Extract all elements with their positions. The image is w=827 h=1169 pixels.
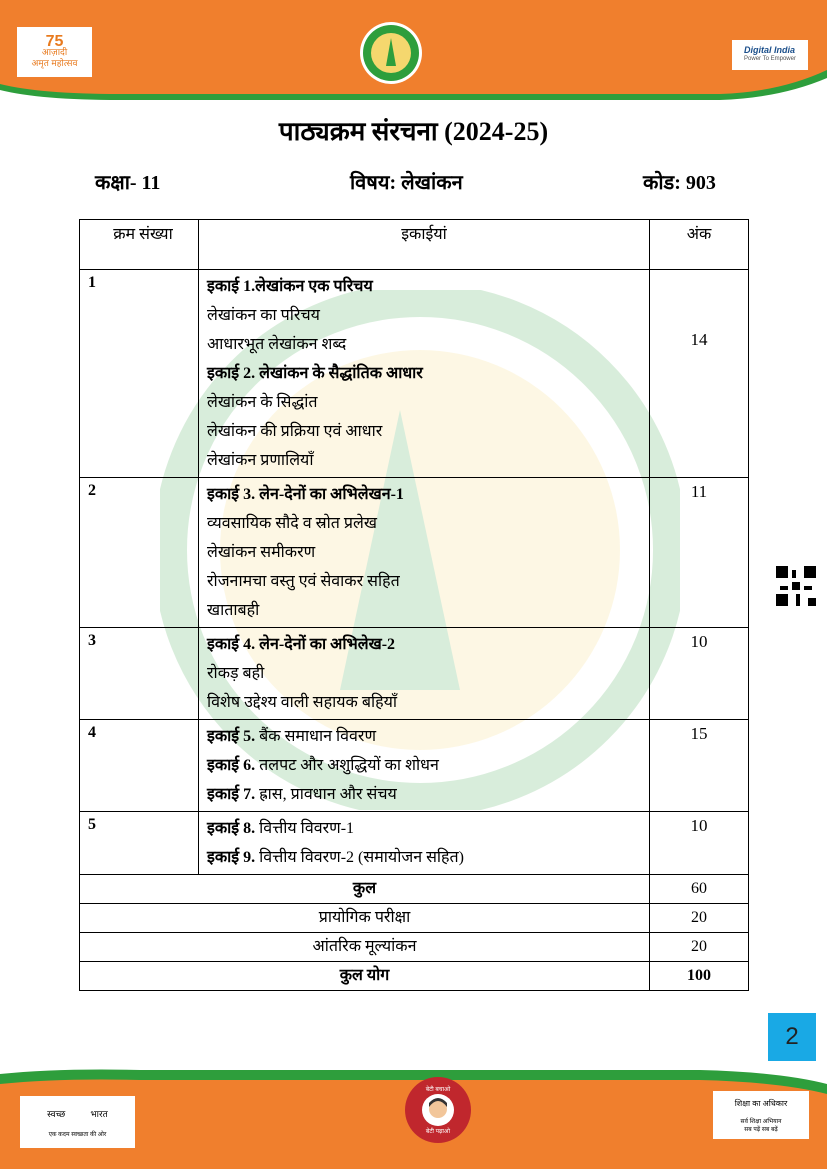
- unit-text: वित्तीय विवरण-1: [255, 820, 355, 837]
- digital-india-name: Digital India: [744, 45, 796, 55]
- swachh-line1: स्वच्छ: [47, 1108, 66, 1119]
- code-label: कोड: 903: [643, 172, 716, 194]
- total-label: प्रायोगिक परीक्षा: [80, 904, 650, 933]
- table-row: [80, 270, 749, 478]
- unit-line: इकाई 2. लेखांकन के सैद्धांतिक आधार: [207, 365, 423, 382]
- unit-line: लेखांकन प्रणालियाँ: [207, 452, 314, 469]
- unit-text: तलपट और अशुद्धियों का शोधन: [255, 757, 439, 774]
- total-value: 20: [650, 904, 749, 933]
- swachh-line2: भारत: [90, 1108, 108, 1119]
- total-row: [80, 904, 749, 933]
- beti-bachao-bottom: बेटी पढ़ाओ: [425, 1129, 451, 1135]
- page-title: पाठ्यक्रम संरचना (2024-25): [278, 117, 549, 146]
- total-row: [80, 875, 749, 904]
- marks-cell: 11: [650, 478, 749, 628]
- total-value: 100: [650, 962, 749, 991]
- units-cell: [199, 270, 650, 478]
- unit-line: लेखांकन की प्रक्रिया एवं आधार: [207, 423, 383, 440]
- unit-line: लेखांकन समीकरण: [207, 544, 316, 561]
- units-cell: [199, 720, 650, 812]
- rte-tagline: सब पढ़ें सब बढ़ें: [744, 1126, 778, 1133]
- serial-cell: 5: [80, 812, 199, 875]
- footer-band: [0, 1064, 827, 1169]
- girl-icon: [421, 1093, 455, 1127]
- header-serial: क्रम संख्या: [80, 220, 199, 270]
- subject-label: विषय: लेखांकन: [350, 172, 463, 194]
- page-number: 2: [768, 1013, 816, 1061]
- table-row: [80, 478, 749, 628]
- total-value: 60: [650, 875, 749, 904]
- unit-line: विशेष उद्देश्य वाली सहायक बहियाँ: [207, 694, 398, 711]
- board-emblem: [360, 22, 422, 84]
- board-emblem-icon: [360, 22, 422, 84]
- total-value: 20: [650, 933, 749, 962]
- unit-line: [199, 751, 649, 780]
- unit-line: इकाई 3. लेन-देनों का अभिलेखन-1: [207, 486, 404, 503]
- unit-label: इकाई 7.: [207, 786, 256, 803]
- total-label: कुल: [80, 875, 650, 904]
- qr-code-icon: [776, 566, 816, 606]
- beti-bachao-top: बेटी बचाओ: [425, 1087, 451, 1093]
- azadi-line1: आज़ादी: [41, 46, 68, 57]
- unit-line: रोजनामचा वस्तु एवं सेवाकर सहित: [207, 573, 400, 590]
- marks-cell: 10: [650, 812, 749, 875]
- header-marks: अंक: [650, 220, 749, 270]
- unit-line: [199, 780, 649, 809]
- unit-line: लेखांकन का परिचय: [207, 307, 320, 324]
- unit-text: ह्रास, प्रावधान और संचय: [255, 786, 397, 803]
- total-label: आंतरिक मूल्यांकन: [80, 933, 650, 962]
- marks-cell: 14: [650, 270, 749, 478]
- syllabus-table: [79, 219, 749, 991]
- class-label: कक्षा- 11: [95, 172, 161, 194]
- digital-india-logo: [732, 40, 808, 70]
- total-label: कुल योग: [80, 962, 650, 991]
- total-row: [80, 962, 749, 991]
- swachh-bharat-logo: [20, 1096, 135, 1148]
- total-row: [80, 933, 749, 962]
- table-header-row: [80, 220, 749, 270]
- unit-text: वित्तीय विवरण-2 (समायोजन सहित): [255, 849, 464, 866]
- swachh-tagline: एक कदम स्वच्छता की ओर: [48, 1131, 107, 1138]
- units-cell: [199, 478, 650, 628]
- unit-label: इकाई 6.: [207, 757, 256, 774]
- unit-text: बैंक समाधान विवरण: [255, 728, 377, 745]
- unit-line: इकाई 1.लेखांकन एक परिचय: [207, 278, 373, 295]
- header-band: [0, 0, 827, 110]
- serial-cell: 3: [80, 628, 199, 720]
- azadi-logo: [17, 27, 92, 77]
- units-cell: [199, 628, 650, 720]
- table-row: [80, 812, 749, 875]
- unit-line: [199, 814, 649, 843]
- unit-line: व्यवसायिक सौदे व स्रोत प्रलेख: [207, 515, 377, 532]
- unit-line: [199, 722, 649, 751]
- rte-title: शिक्षा का अधिकार: [734, 1098, 788, 1108]
- unit-line: [199, 843, 649, 872]
- unit-label: इकाई 9.: [207, 849, 256, 866]
- rte-logo: [713, 1091, 809, 1139]
- serial-cell: 1: [80, 270, 199, 478]
- beti-bachao-logo: [405, 1077, 471, 1143]
- unit-line: लेखांकन के सिद्धांत: [207, 394, 318, 411]
- unit-line: आधारभूत लेखांकन शब्द: [207, 336, 347, 353]
- header-units: इकाईयां: [199, 220, 650, 270]
- unit-line: रोकड़ बही: [207, 665, 265, 682]
- unit-label: इकाई 8.: [207, 820, 256, 837]
- serial-cell: 4: [80, 720, 199, 812]
- units-cell: [199, 812, 650, 875]
- serial-cell: 2: [80, 478, 199, 628]
- marks-cell: 10: [650, 628, 749, 720]
- digital-india-tagline: Power To Empower: [744, 56, 796, 62]
- unit-line: इकाई 4. लेन-देनों का अभिलेख-2: [207, 636, 396, 653]
- azadi-number: 75: [45, 32, 64, 50]
- unit-line: खाताबही: [207, 602, 260, 619]
- rte-subtitle: सर्व शिक्षा अभियान: [740, 1118, 782, 1125]
- table-row: [80, 628, 749, 720]
- marks-cell: 15: [650, 720, 749, 812]
- azadi-line2: अमृत महोत्सव: [31, 57, 78, 68]
- unit-label: इकाई 5.: [207, 728, 256, 745]
- table-row: [80, 720, 749, 812]
